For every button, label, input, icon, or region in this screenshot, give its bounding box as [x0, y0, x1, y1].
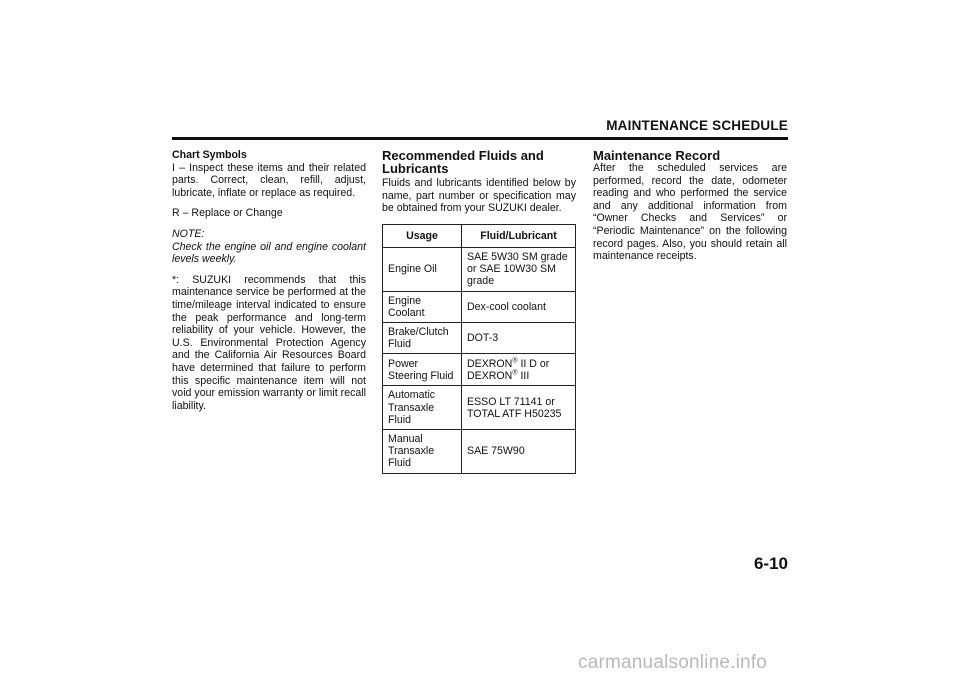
- table-row: [383, 323, 576, 354]
- header-rule: [172, 137, 788, 140]
- table-row: [383, 430, 576, 474]
- fluid-cell: DOT-3: [462, 323, 576, 354]
- fluids-table: [382, 224, 576, 474]
- inspect-definition: I – Inspect these items and their related parts. Correct, clean, refill, adjust, lubricate, inflate or replace as required.: [172, 161, 366, 199]
- maintenance-record-heading: Maintenance Record: [593, 148, 721, 163]
- table-header-row: [383, 224, 576, 247]
- header-usage: Usage: [383, 224, 462, 247]
- fluids-column: [382, 149, 576, 474]
- registered-mark: ®: [512, 357, 518, 365]
- table-row: [383, 354, 576, 386]
- usage-cell: Engine Oil: [383, 247, 462, 291]
- table-row: [383, 291, 576, 322]
- replace-definition: R – Replace or Change: [172, 207, 283, 220]
- running-header: MAINTENANCE SCHEDULE: [606, 118, 788, 133]
- fluid-cell: Dex-cool coolant: [462, 291, 576, 322]
- fluid-cell: SAE 75W90: [462, 430, 576, 474]
- dexron-line-1-rest: II D or: [517, 357, 550, 370]
- usage-cell: Automatic Transaxle Fluid: [383, 386, 462, 430]
- page-number: 6-10: [753, 554, 788, 573]
- header-fluid: Fluid/Lubricant: [462, 224, 576, 247]
- chart-symbols-column: [172, 149, 366, 412]
- dexron-line-2-rest: III: [517, 369, 530, 382]
- usage-cell: Brake/Clutch Fluid: [383, 323, 462, 354]
- fluid-cell: SAE 5W30 SM grade or SAE 10W30 SM grade: [462, 247, 576, 291]
- registered-mark: ®: [512, 369, 518, 377]
- dexron-line-2: DEXRON: [467, 369, 513, 382]
- footnote-text: *: SUZUKI recommends that this maintenance service be performed at the time/mileage interval indicated to ensure the peak performance and long-term reliability of your vehicle. However, the U.S. Environmental Protection Agency and the California Air Resources Board have determined that failure to perform this specific maintenance item will not void your emission warranty or limit recall liability.: [172, 273, 366, 412]
- usage-cell: Engine Coolant: [383, 291, 462, 322]
- table-row: [383, 247, 576, 291]
- usage-cell: Power Steering Fluid: [383, 354, 462, 386]
- dexron-line-1: DEXRON: [467, 357, 513, 370]
- usage-cell: Manual Transaxle Fluid: [383, 430, 462, 474]
- site-watermark: carmanualsonline.info: [578, 652, 768, 673]
- table-row: [383, 386, 576, 430]
- note-text: Check the engine oil and engine coolant levels weekly.: [172, 240, 366, 266]
- fluids-heading: Recommended Fluids and Lubricants: [382, 148, 544, 176]
- maintenance-record-text: After the scheduled services are performed, record the date, odometer reading and who performed the service and any additional information from “Owner Checks and Services” or “Periodic Maintenance” on the following record pages. Also, you should retain all maintenance receipts.: [593, 162, 787, 263]
- fluid-cell: [462, 354, 576, 386]
- note-label: NOTE:: [172, 227, 205, 240]
- maintenance-record-column: [593, 149, 787, 263]
- fluids-intro: Fluids and lubricants identified below by name, part number or specification may be obtained from your SUZUKI dealer.: [382, 177, 576, 215]
- fluid-cell: ESSO LT 71141 or TOTAL ATF H50235: [462, 386, 576, 430]
- chart-symbols-heading: Chart Symbols: [172, 149, 247, 161]
